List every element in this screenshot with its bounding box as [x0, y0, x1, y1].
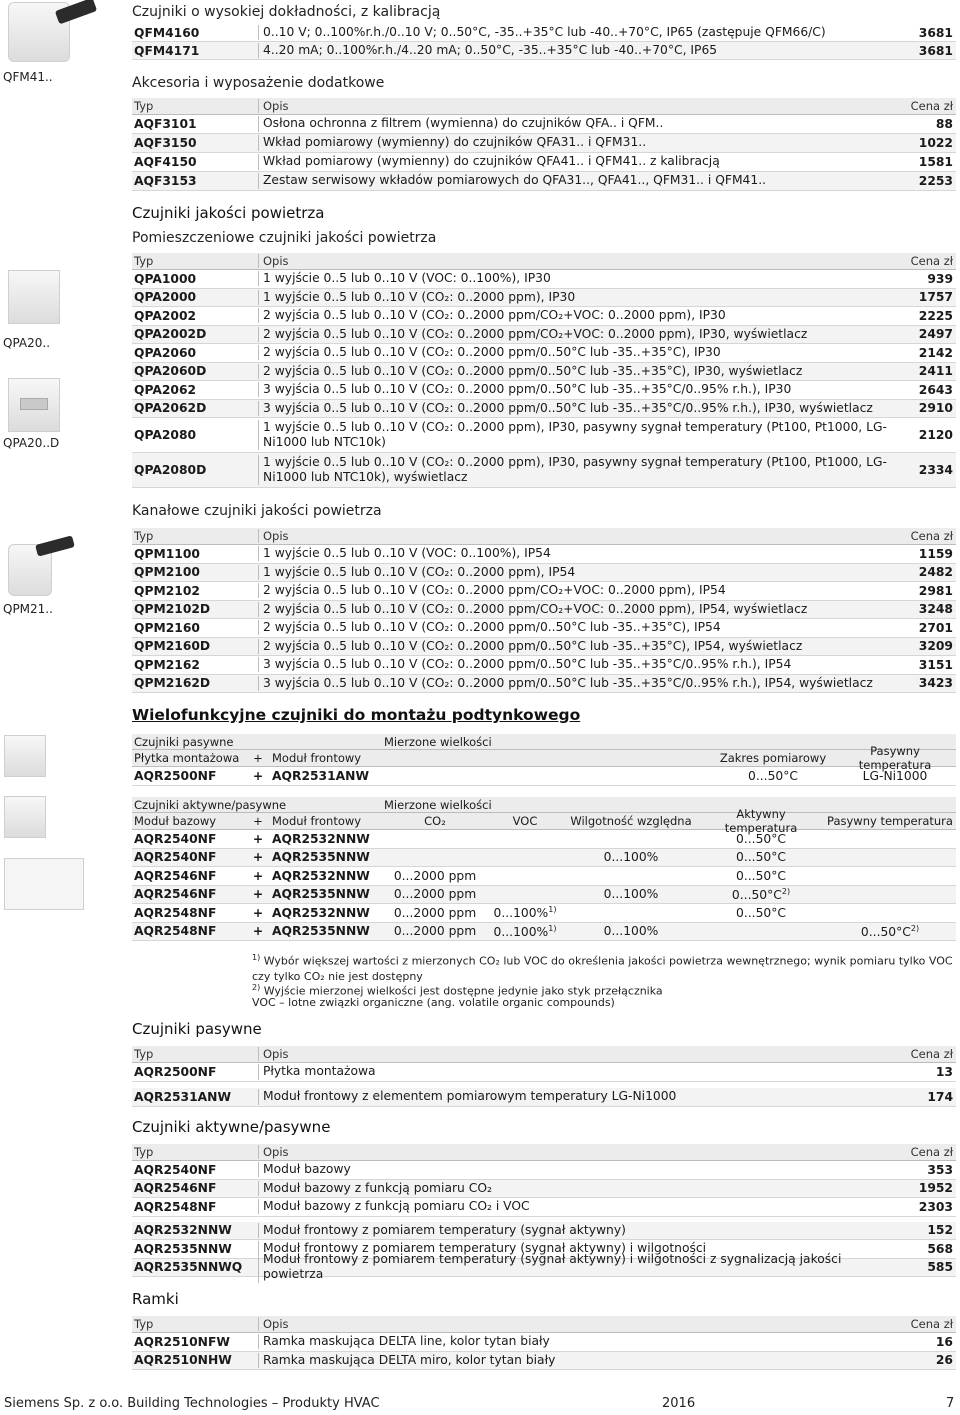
- table-row: [132, 381, 956, 400]
- table-header: [132, 253, 956, 270]
- co2-cell-value: 0...2000 ppm: [393, 905, 477, 920]
- footnote-1-text: Wybór większej wartości z mierzonych CO₂ lub VOC do określenia jakości powietrza wewnętrznego; wynik pomiaru tylko VOC czy tylko CO₂ nie jest dostępny: [252, 954, 953, 983]
- description-cell: 1 wyjście 0..5 lub 0..10 V (VOC: 0..100%), IP54: [258, 546, 895, 561]
- type-cell: AQR2546NF: [134, 1181, 217, 1196]
- col-plus: +: [253, 751, 263, 765]
- price-cell: 2334: [918, 463, 953, 477]
- passive-temp-cell: LG-Ni1000: [862, 769, 928, 783]
- active-temp-cell-value: 0...50°C: [736, 905, 786, 920]
- table-header: [132, 1316, 956, 1333]
- plus-cell-value: +: [252, 850, 264, 865]
- table-row: [132, 363, 956, 382]
- type-cell: AQR2535NNWQ: [134, 1260, 243, 1275]
- type-cell: QPM2160: [134, 620, 200, 635]
- description-cell: 2 wyjścia 0..5 lub 0..10 V (CO₂: 0..2000 ppm/0..50°C lub -35..+35°C), IP30, wyświetlacz: [258, 364, 895, 379]
- base-cell: [132, 906, 244, 920]
- type-cell: AQR2535NNW: [134, 1241, 232, 1256]
- header-type: Typ: [134, 1047, 154, 1061]
- description-cell: Płytka montażowa: [258, 1064, 895, 1079]
- section-heading-frames: Ramki: [132, 1290, 179, 1308]
- active-temp-cell-value: 0...50°C: [736, 831, 786, 846]
- description-cell: 0..10 V; 0..100%r.h./0..10 V; 0..50°C, -35..+35°C lub -40..+70°C, IP65 (zastępuje QFM66/C): [258, 25, 895, 40]
- description-cell: 2 wyjścia 0..5 lub 0..10 V (CO₂: 0..2000 ppm/CO₂+VOC: 0..2000 ppm), IP30, wyświetlacz: [258, 327, 895, 342]
- plus-cell: [244, 887, 270, 901]
- footnote-1: [252, 950, 956, 984]
- col-range: Zakres pomiarowy: [719, 751, 827, 765]
- description-cell: 1 wyjście 0..5 lub 0..10 V (VOC: 0..100%), IP30: [258, 271, 895, 286]
- aqr-passive-image: [4, 735, 46, 777]
- table-header: [132, 528, 956, 545]
- table-row: [132, 656, 956, 675]
- active-temp-cell-value: 0...50°C: [731, 887, 782, 902]
- passive-temp-cell-value: 0...50°C: [860, 924, 911, 939]
- header-price: Cena zł: [910, 529, 953, 543]
- description-cell: 2 wyjścia 0..5 lub 0..10 V (CO₂: 0..2000 ppm/0..50°C lub -35..+35°C), IP30: [258, 345, 895, 360]
- front-cell-value: AQR2535NNW: [272, 850, 370, 865]
- col-co2: CO₂: [424, 814, 446, 828]
- plus-cell: [244, 906, 270, 920]
- type-cell: QPM2162: [134, 657, 200, 672]
- price-cell: 939: [927, 271, 953, 286]
- price-cell: 1022: [918, 136, 953, 150]
- co2-cell: [382, 924, 486, 938]
- table-row: [132, 307, 956, 326]
- type-cell: QPA1000: [134, 271, 197, 286]
- col-active-temp: Aktywny temperatura: [724, 807, 798, 835]
- type-cell: AQR2531ANW: [134, 1090, 232, 1104]
- table-row: [132, 1180, 956, 1199]
- active-temp-cell: [698, 832, 822, 846]
- type-cell: QFM4160: [134, 25, 200, 40]
- table-row: [132, 904, 956, 923]
- col-humidity: Wilgotność względna: [570, 814, 692, 828]
- table-row: [132, 134, 956, 153]
- base-cell-value: AQR2540NF: [134, 831, 217, 846]
- base-cell: [132, 832, 244, 846]
- table-row: [132, 830, 956, 849]
- description-cell: 3 wyjścia 0..5 lub 0..10 V (CO₂: 0..2000 ppm/0..50°C lub -35..+35°C/0..95% r.h.), IP54: [258, 657, 895, 672]
- description-cell: Moduł frontowy z pomiarem temperatury (sygnał aktywny) i wilgotności z sygnalizacją jakości powietrza: [258, 1252, 895, 1283]
- aqr-active-image: [4, 796, 46, 838]
- price-cell: 3248: [918, 602, 953, 617]
- table-row: [132, 172, 956, 191]
- type-cell: QPM2160D: [134, 639, 211, 654]
- co2-cell-value: 0...2000 ppm: [393, 868, 477, 883]
- price-cell: 1757: [918, 290, 953, 305]
- section-heading-active-sensors: Czujniki aktywne/pasywne: [132, 1118, 331, 1136]
- plus-cell: [244, 924, 270, 938]
- matrix-column-header: [132, 744, 956, 772]
- footnote-2-text: Wyjście mierzonej wielkości jest dostępne jedynie jako styk przełącznika: [263, 984, 663, 998]
- price-cell: 1159: [918, 546, 953, 561]
- type-cell: AQR2510NFW: [134, 1334, 230, 1349]
- header-description: Opis: [258, 529, 895, 543]
- table-row: [132, 453, 956, 488]
- footnote-voc: VOC – lotne związki organiczne (ang. volatile organic compounds): [252, 996, 615, 1009]
- description-cell: Moduł frontowy z pomiarem temperatury (sygnał aktywny) i wilgotności: [258, 1241, 895, 1256]
- base-cell-value: AQR2546NF: [134, 887, 217, 902]
- col-passive-temp: Pasywny temperatura: [827, 814, 953, 828]
- footer-year: 2016: [662, 1396, 696, 1411]
- active-temp-cell: [698, 906, 822, 920]
- footnote-2-mark: 2): [252, 983, 261, 992]
- price-cell: 2482: [918, 565, 953, 580]
- matrix-group-header: [132, 797, 956, 813]
- front-cell: [270, 869, 382, 883]
- type-cell: AQR2532NNW: [134, 1223, 232, 1238]
- type-cell: QPA2060: [134, 345, 197, 360]
- type-cell: QPA2002D: [134, 327, 207, 342]
- description-cell: 1 wyjście 0..5 lub 0..10 V (CO₂: 0..2000 ppm), IP30, pasywny sygnał temperatury (Pt100, Pt1000, LG-Ni1000 lub NTC10k): [258, 420, 895, 451]
- price-cell: 2120: [918, 428, 953, 442]
- footnote-1-mark: 1): [252, 953, 261, 962]
- description-cell: 2 wyjścia 0..5 lub 0..10 V (CO₂: 0..2000 ppm/0..50°C lub -35..+35°C), IP54: [258, 620, 895, 635]
- type-cell: AQR2540NF: [134, 1162, 217, 1177]
- header-description: Opis: [258, 1145, 895, 1159]
- table-row: [132, 344, 956, 363]
- subsection-heading-duct-sensors: Kanałowe czujniki jakości powietrza: [132, 503, 382, 519]
- table-row: [132, 767, 956, 786]
- table-row: [132, 24, 956, 42]
- price-cell: 3681: [918, 25, 953, 40]
- type-cell: QPM2102: [134, 583, 200, 598]
- price-cell: 2253: [918, 174, 953, 188]
- description-cell: Osłona ochronna z filtrem (wymienna) do czujników QFA.. i QFM..: [258, 116, 895, 131]
- front-cell-value: AQR2532NNW: [272, 831, 370, 846]
- price-cell: 3423: [918, 676, 953, 691]
- co2-cell: [382, 869, 486, 883]
- passive-matrix-table: [132, 734, 956, 786]
- price-cell: 353: [927, 1162, 953, 1177]
- type-cell: QPM1100: [134, 546, 200, 561]
- plus-cell-value: +: [252, 868, 264, 883]
- header-description: Opis: [258, 99, 895, 113]
- front-cell: [270, 832, 382, 846]
- description-cell: Zestaw serwisowy wkładów pomiarowych do QFA31.., QFA41.., QFM31.. i QFM41..: [258, 173, 895, 188]
- passive-temp-cell-footnote-mark: 2): [910, 923, 920, 933]
- table-row: [132, 619, 956, 638]
- front-cell-value: AQR2532NNW: [272, 905, 370, 920]
- col-voc: VOC: [512, 814, 538, 828]
- type-cell: QPM2162D: [134, 676, 211, 691]
- base-cell: [132, 869, 244, 883]
- section-heading-passive-sensors: Czujniki pasywne: [132, 1020, 262, 1038]
- type-cell: QPA2000: [134, 290, 197, 305]
- matrix-header-b: Mierzone wielkości: [384, 797, 492, 812]
- col-front-module: Moduł frontowy: [272, 751, 362, 765]
- col-passive-temp: Pasywny temperatura: [858, 744, 932, 772]
- table-row: [132, 849, 956, 868]
- type-cell: QPA2062: [134, 382, 197, 397]
- table-row: [132, 270, 956, 289]
- type-cell: QPM2100: [134, 565, 200, 580]
- description-cell: Ramka maskująca DELTA line, kolor tytan biały: [258, 1334, 895, 1349]
- co2-cell-value: 0...2000 ppm: [393, 887, 477, 902]
- plus-cell: [244, 850, 270, 864]
- header-price: Cena zł: [910, 1145, 953, 1159]
- table-row: [132, 545, 956, 564]
- active-temp-cell: [698, 869, 822, 883]
- qfm41-label: QFM41..: [3, 70, 53, 84]
- page-number: 7: [946, 1396, 955, 1411]
- base-cell: [132, 887, 244, 901]
- table-row: [132, 326, 956, 345]
- price-cell: 2910: [918, 401, 953, 416]
- type-cell: AQR2548NF: [134, 1199, 217, 1214]
- front-cell: [270, 887, 382, 901]
- active-temp-cell-value: 0...50°C: [736, 868, 786, 883]
- type-cell: QPA2002: [134, 308, 197, 323]
- table-row: [132, 638, 956, 657]
- humidity-cell: [562, 887, 698, 901]
- humidity-cell-value: 0...100%: [603, 924, 659, 939]
- price-cell: 1581: [918, 155, 953, 169]
- qpa20d-label: QPA20..D: [3, 436, 60, 450]
- qpm21-probe-image: [35, 535, 75, 556]
- humidity-cell: [562, 850, 698, 864]
- price-cell: 2497: [918, 327, 953, 342]
- type-cell: AQF3150: [134, 136, 197, 150]
- header-price: Cena zł: [910, 1047, 953, 1061]
- price-cell: 174: [927, 1090, 953, 1104]
- price-cell: 1952: [918, 1181, 953, 1196]
- plus-cell: [244, 832, 270, 846]
- table-row: [132, 153, 956, 172]
- active-temp-cell: [698, 887, 822, 902]
- base-cell: [132, 924, 244, 938]
- table-row: [132, 675, 956, 694]
- col-mounting-plate: Płytka montażowa: [134, 751, 240, 765]
- price-cell: 88: [935, 117, 953, 131]
- description-cell: Wkład pomiarowy (wymienny) do czujników QFA31.. i QFM31..: [258, 135, 895, 150]
- type-cell: QPM2102D: [134, 602, 211, 617]
- type-cell: QFM4171: [134, 43, 200, 58]
- front-cell-value: AQR2535NNW: [272, 924, 370, 939]
- description-cell: 3 wyjścia 0..5 lub 0..10 V (CO₂: 0..2000 ppm/0..50°C lub -35..+35°C/0..95% r.h.), IP30, wyświetlacz: [258, 401, 895, 416]
- front-cell: AQR2531ANW: [272, 769, 370, 783]
- type-cell: AQF4150: [134, 155, 197, 169]
- voc-cell-value: 0...100%: [493, 924, 549, 939]
- room-air-quality-table: [132, 253, 956, 488]
- qpa20-product-image: [8, 270, 60, 324]
- table-row: [132, 1063, 956, 1082]
- plus-cell: +: [252, 769, 264, 783]
- matrix-header-a: Czujniki pasywne: [134, 734, 234, 749]
- front-cell-value: AQR2532NNW: [272, 868, 370, 883]
- humidity-cell: [562, 924, 698, 938]
- description-cell: 2 wyjścia 0..5 lub 0..10 V (CO₂: 0..2000 ppm/CO₂+VOC: 0..2000 ppm), IP54, wyświetlacz: [258, 602, 895, 617]
- accessories-table: [132, 98, 956, 191]
- base-cell-value: AQR2540NF: [134, 850, 217, 865]
- description-cell: Wkład pomiarowy (wymienny) do czujników QFA41.. i QFM41.. z kalibracją: [258, 154, 895, 169]
- header-type: Typ: [134, 99, 154, 113]
- co2-cell: [382, 906, 486, 920]
- humidity-cell-value: 0...100%: [603, 850, 659, 865]
- aqr-module-image: [4, 858, 84, 910]
- price-cell: 3209: [918, 639, 953, 654]
- description-cell: 2 wyjścia 0..5 lub 0..10 V (CO₂: 0..2000 ppm/CO₂+VOC: 0..2000 ppm), IP30: [258, 308, 895, 323]
- table-header: [132, 1144, 956, 1161]
- range-cell: 0...50°C: [748, 769, 798, 783]
- section-heading-multifunction: Wielofunkcyjne czujniki do montażu podtynkowego: [132, 706, 581, 724]
- header-price: Cena zł: [910, 99, 953, 113]
- type-cell: AQR2510NHW: [134, 1353, 232, 1368]
- table-header: [132, 98, 956, 115]
- base-cell-value: AQR2548NF: [134, 905, 217, 920]
- table-row: [132, 886, 956, 905]
- co2-cell-value: 0...2000 ppm: [393, 924, 477, 939]
- qpa20d-display-image: [20, 398, 48, 410]
- description-cell: Moduł frontowy z pomiarem temperatury (sygnał aktywny): [258, 1223, 895, 1238]
- type-cell: QPA2080: [134, 428, 197, 442]
- table-row: [132, 1198, 956, 1217]
- qpa20-label: QPA20..: [3, 336, 51, 350]
- table-row: [132, 115, 956, 134]
- description-cell: 4..20 mA; 0..100%r.h./4..20 mA; 0..50°C, -35..+35°C lub -40..+70°C, IP65: [258, 43, 895, 58]
- duct-air-quality-table: [132, 528, 956, 693]
- header-price: Cena zł: [910, 254, 953, 268]
- price-cell: 3151: [918, 657, 953, 672]
- header-description: Opis: [258, 254, 895, 268]
- type-cell: QPA2060D: [134, 364, 207, 379]
- header-type: Typ: [134, 1317, 154, 1331]
- description-cell: Moduł bazowy: [258, 1162, 895, 1177]
- price-cell: 585: [927, 1260, 953, 1275]
- base-cell-value: AQR2548NF: [134, 924, 217, 939]
- price-cell: 2303: [918, 1199, 953, 1214]
- matrix-column-header: [132, 807, 956, 835]
- table-header: [132, 1046, 956, 1063]
- table-row: [132, 1161, 956, 1180]
- voc-cell: [486, 924, 562, 939]
- table-row: [132, 601, 956, 620]
- table-row: [132, 923, 956, 942]
- front-cell: [270, 924, 382, 938]
- table-row: [132, 582, 956, 601]
- passive-sensors-table: [132, 1046, 956, 1107]
- section-heading-air-quality: Czujniki jakości powietrza: [132, 204, 325, 222]
- price-cell: 568: [927, 1241, 953, 1256]
- description-cell: 3 wyjścia 0..5 lub 0..10 V (CO₂: 0..2000 ppm/0..50°C lub -35..+35°C/0..95% r.h.), IP30: [258, 382, 895, 397]
- header-description: Opis: [258, 1047, 895, 1061]
- voc-cell-footnote-mark: 1): [548, 923, 557, 933]
- table-row: [132, 867, 956, 886]
- table-row: [132, 1088, 956, 1107]
- front-cell-value: AQR2535NNW: [272, 887, 370, 902]
- base-cell: [132, 850, 244, 864]
- qpm21-label: QPM21..: [3, 602, 53, 616]
- price-cell: 13: [935, 1065, 953, 1079]
- header-type: Typ: [134, 254, 154, 268]
- base-cell-value: AQR2546NF: [134, 868, 217, 883]
- plus-cell-value: +: [252, 887, 264, 902]
- description-cell: 2 wyjścia 0..5 lub 0..10 V (CO₂: 0..2000 ppm/0..50°C lub -35..+35°C), IP54, wyświetlacz: [258, 639, 895, 654]
- price-cell: 152: [927, 1223, 953, 1238]
- table-row: [132, 418, 956, 453]
- high-accuracy-table: [132, 24, 956, 60]
- price-cell: 2142: [918, 345, 953, 360]
- description-cell: 1 wyjście 0..5 lub 0..10 V (CO₂: 0..2000 ppm), IP30, pasywny sygnał temperatury (Pt100, Pt1000, LG-Ni1000 lub NTC10k), wyświetlacz: [258, 455, 895, 486]
- price-cell: 26: [935, 1353, 953, 1368]
- type-cell: AQF3153: [134, 174, 197, 188]
- price-cell: 2225: [918, 308, 953, 323]
- front-cell: [270, 850, 382, 864]
- description-cell: Moduł bazowy z funkcją pomiaru CO₂ i VOC: [258, 1199, 895, 1214]
- table-row: [132, 1333, 956, 1352]
- header-description: Opis: [258, 1317, 895, 1331]
- description-cell: 1 wyjście 0..5 lub 0..10 V (CO₂: 0..2000 ppm), IP54: [258, 565, 895, 580]
- price-cell: 16: [935, 1334, 953, 1349]
- active-sensors-table: [132, 1144, 956, 1282]
- col-front-module: Moduł frontowy: [272, 814, 362, 828]
- col-plus: +: [253, 814, 263, 828]
- table-row: [132, 1222, 956, 1241]
- voc-cell: [486, 905, 562, 920]
- voc-cell-value: 0...100%: [493, 906, 549, 921]
- matrix-header-a: Czujniki aktywne/pasywne: [134, 797, 287, 812]
- col-base-module: Moduł bazowy: [134, 814, 217, 828]
- table-row: [132, 289, 956, 308]
- humidity-cell-value: 0...100%: [603, 887, 659, 902]
- frames-table: [132, 1316, 956, 1370]
- section-heading-accessories: Akcesoria i wyposażenie dodatkowe: [132, 75, 385, 91]
- header-price: Cena zł: [910, 1317, 953, 1331]
- base-cell: AQR2500NF: [134, 769, 217, 783]
- front-cell: [270, 906, 382, 920]
- table-row: [132, 1352, 956, 1371]
- price-cell: 2643: [918, 382, 953, 397]
- matrix-header-b: Mierzone wielkości: [384, 734, 492, 749]
- type-cell: AQF3101: [134, 117, 197, 131]
- price-cell: 3681: [918, 43, 953, 58]
- table-row: [132, 42, 956, 60]
- section-heading-high-accuracy: Czujniki o wysokiej dokładności, z kalibracją: [132, 4, 441, 20]
- plus-cell-value: +: [252, 831, 264, 846]
- type-cell: QPA2062D: [134, 401, 207, 416]
- table-row: [132, 1251, 956, 1282]
- table-row: [132, 400, 956, 419]
- price-cell: 2411: [918, 364, 953, 379]
- description-cell: Ramka maskująca DELTA miro, kolor tytan biały: [258, 1353, 895, 1368]
- passive-temp-cell: [822, 924, 956, 939]
- price-cell: 2981: [918, 583, 953, 598]
- active-temp-cell: [698, 850, 822, 864]
- type-cell: QPA2080D: [134, 463, 207, 477]
- subsection-heading-room-sensors: Pomieszczeniowe czujniki jakości powietrza: [132, 230, 437, 246]
- description-cell: 1 wyjście 0..5 lub 0..10 V (CO₂: 0..2000 ppm), IP30: [258, 290, 895, 305]
- price-cell: 2701: [918, 620, 953, 635]
- header-type: Typ: [134, 529, 154, 543]
- plus-cell: [244, 869, 270, 883]
- active-temp-cell-footnote-mark: 2): [781, 886, 791, 896]
- active-matrix-table: [132, 797, 956, 941]
- footer-company: Siemens Sp. z o.o. Building Technologies – Produkty HVAC: [4, 1396, 380, 1411]
- table-row: [132, 564, 956, 583]
- description-cell: 3 wyjścia 0..5 lub 0..10 V (CO₂: 0..2000 ppm/0..50°C lub -35..+35°C/0..95% r.h.), IP54, wyświetlacz: [258, 676, 895, 691]
- voc-cell-footnote-mark: 1): [548, 905, 557, 915]
- type-cell: AQR2500NF: [134, 1065, 217, 1079]
- description-cell: Moduł frontowy z elementem pomiarowym temperatury LG-Ni1000: [258, 1089, 895, 1104]
- description-cell: 2 wyjścia 0..5 lub 0..10 V (CO₂: 0..2000 ppm/CO₂+VOC: 0..2000 ppm), IP54: [258, 583, 895, 598]
- active-temp-cell-value: 0...50°C: [736, 850, 786, 865]
- co2-cell: [382, 887, 486, 901]
- plus-cell-value: +: [252, 924, 264, 939]
- plus-cell-value: +: [252, 905, 264, 920]
- description-cell: Moduł bazowy z funkcją pomiaru CO₂: [258, 1181, 895, 1196]
- header-type: Typ: [134, 1145, 154, 1159]
